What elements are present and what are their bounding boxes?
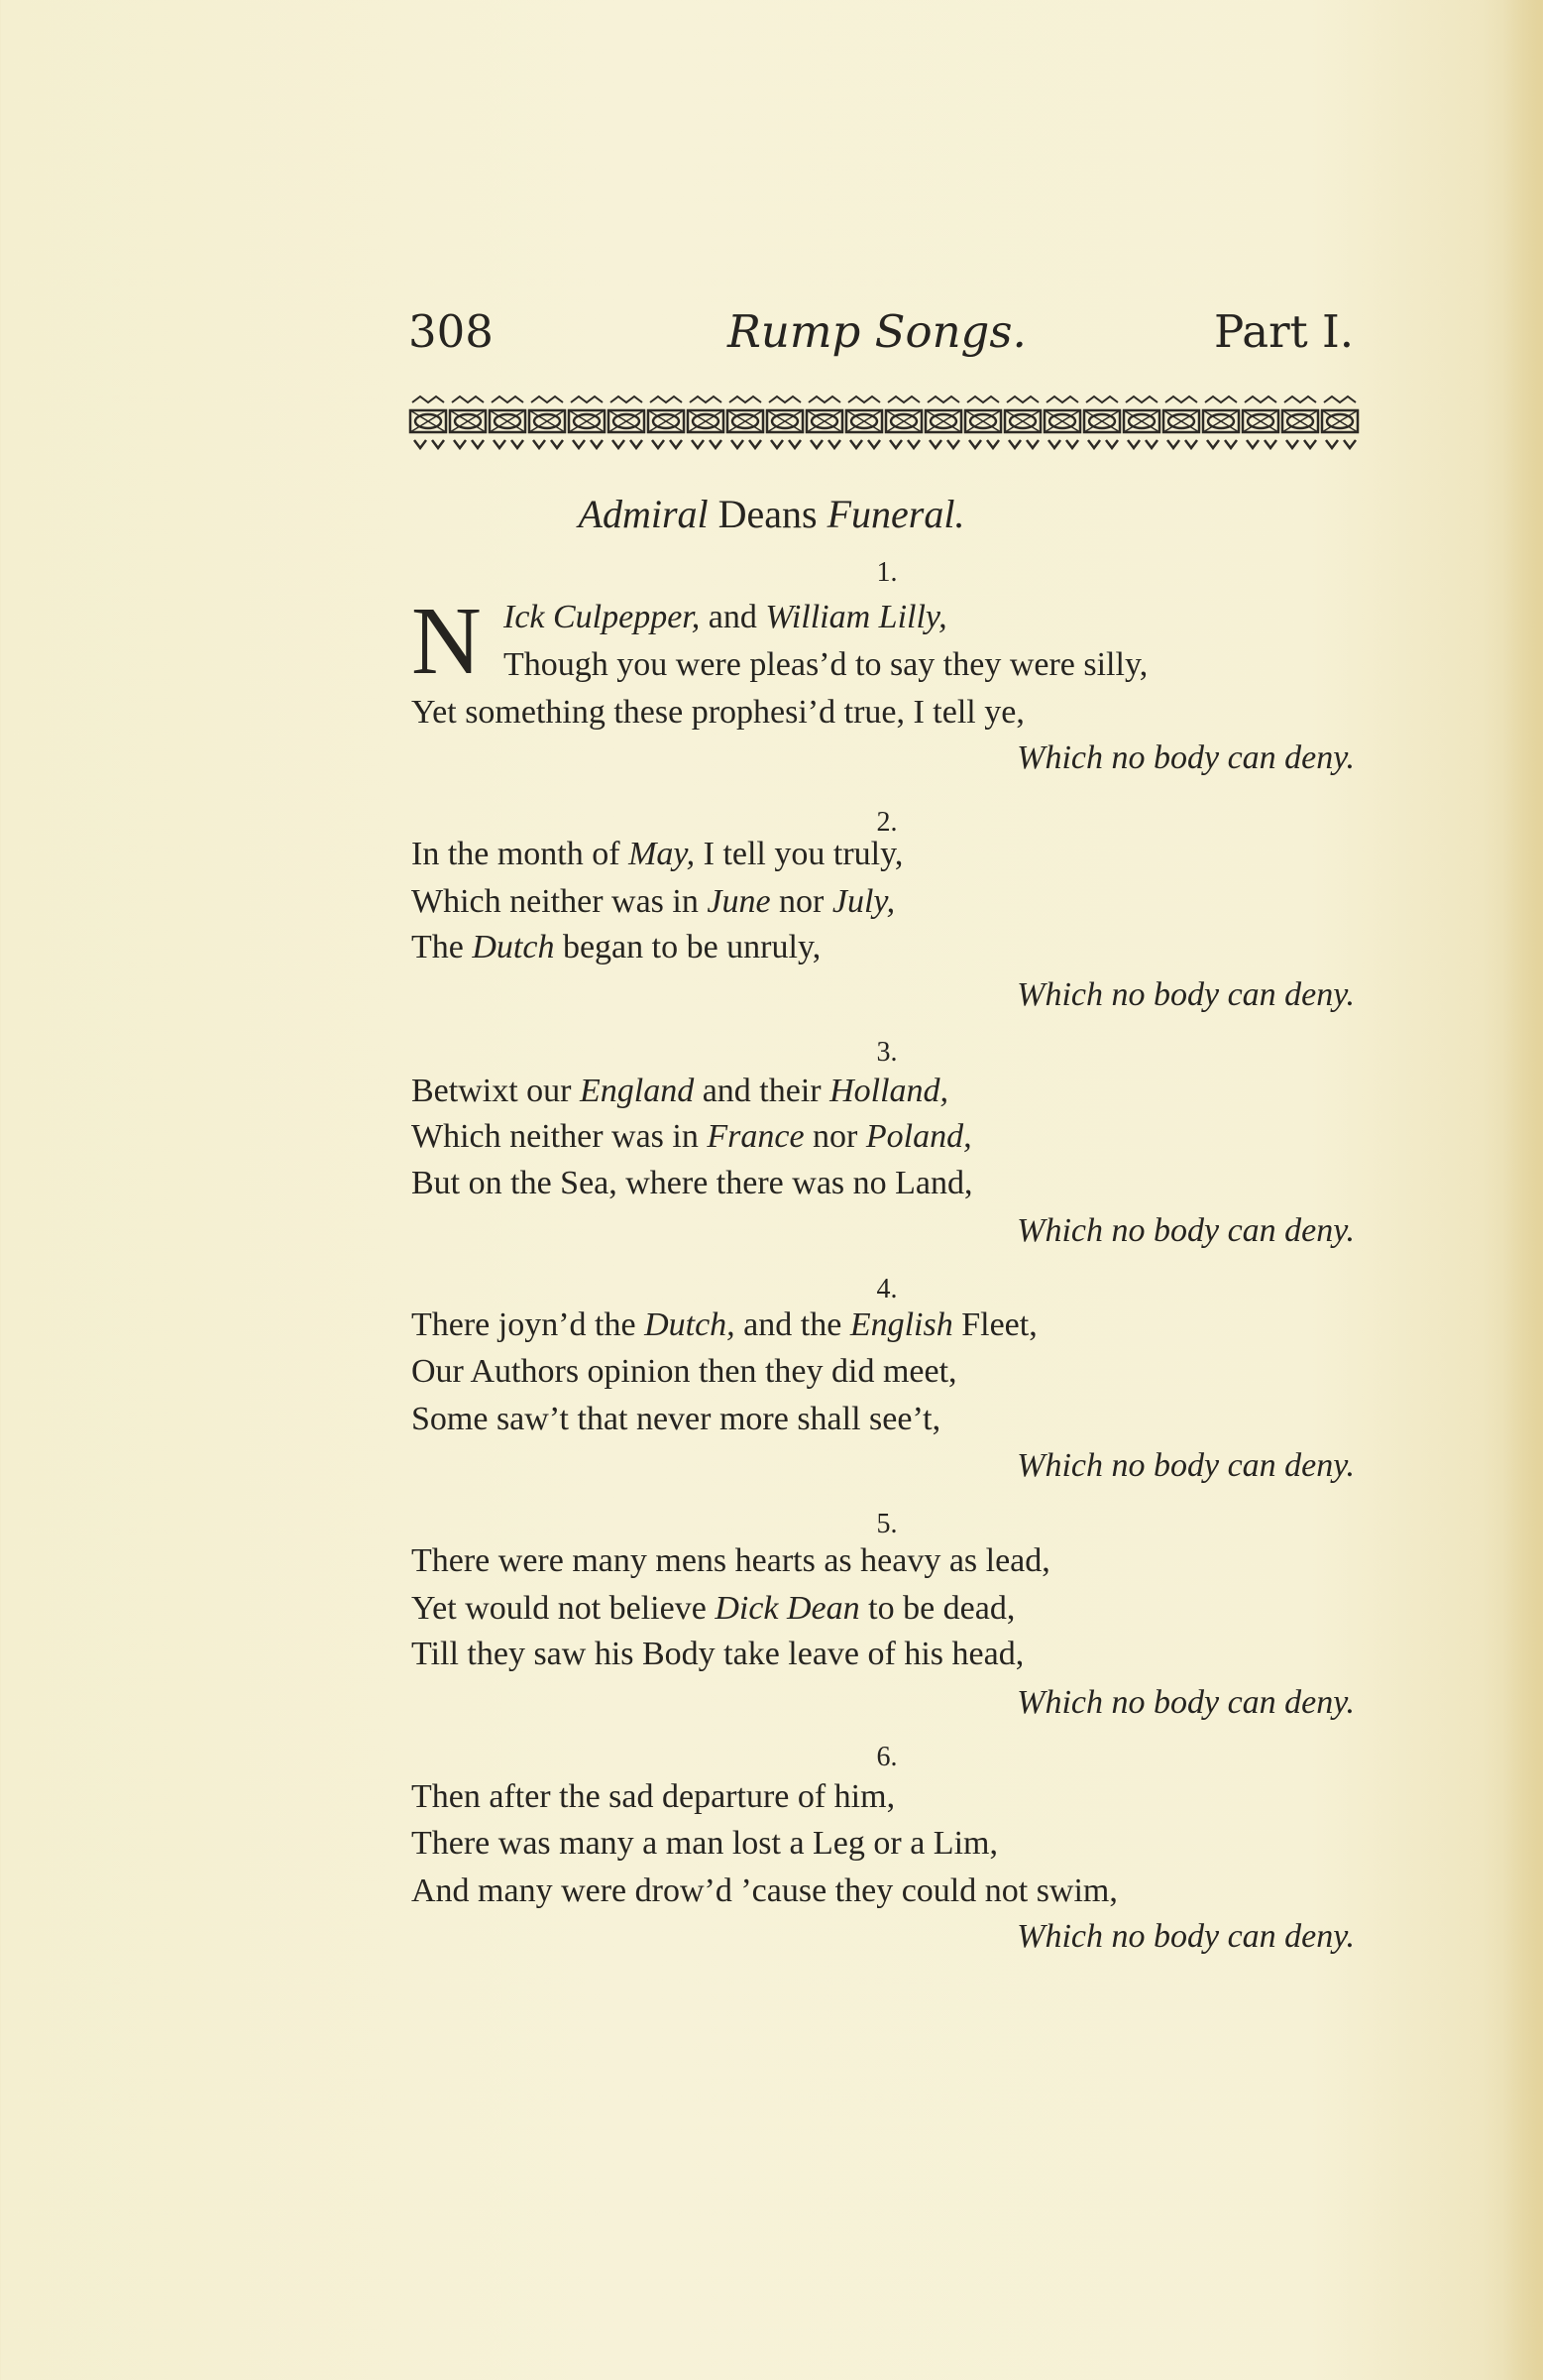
- verse-line: Yet would not believe Dick Dean to be dead,: [411, 1590, 1016, 1627]
- title-deans: Deans: [708, 492, 827, 536]
- refrain-line: Which no body can deny.: [1017, 1212, 1355, 1249]
- verse-line: Which neither was in June nor July,: [411, 883, 896, 920]
- drop-cap: N: [411, 588, 482, 695]
- stanza-number: 5.: [876, 1509, 898, 1539]
- decorative-headpiece: [408, 395, 1360, 454]
- verse-line: Till they saw his Body take leave of his head,: [411, 1636, 1025, 1672]
- verse-line: And many were drow’d ’cause they could not swim,: [411, 1872, 1118, 1909]
- verse-line: In the month of May, I tell you truly,: [411, 836, 904, 872]
- stanza-number: 1.: [876, 557, 898, 588]
- verse-line: Some saw’t that never more shall see’t,: [411, 1401, 941, 1437]
- title-italic-funeral: Funeral.: [827, 492, 965, 536]
- title-italic-admiral: Admiral: [578, 492, 709, 536]
- verse-line: There joyn’d the Dutch, and the English Fleet,: [411, 1306, 1038, 1343]
- verse-line: There were many mens hearts as heavy as lead,: [411, 1542, 1050, 1579]
- verse-line: Which neither was in France nor Poland,: [411, 1118, 972, 1155]
- part-label: Part I.: [1214, 305, 1355, 358]
- refrain-line: Which no body can deny.: [1017, 739, 1355, 776]
- verse-line: But on the Sea, where there was no Land,: [411, 1165, 973, 1201]
- refrain-line: Which no body can deny.: [1017, 976, 1355, 1013]
- verse-line: The Dutch began to be unruly,: [411, 929, 822, 965]
- verse-line: There was many a man lost a Leg or a Lim,: [411, 1825, 998, 1862]
- stanza-number: 4.: [876, 1274, 898, 1304]
- poem-title: [0, 491, 1543, 537]
- verse-line: Ick Culpepper, and William Lilly,: [503, 599, 947, 635]
- verse-line: Betwixt our England and their Holland,: [411, 1073, 949, 1109]
- refrain-line: Which no body can deny.: [1017, 1684, 1355, 1721]
- page-number: 308: [408, 305, 494, 358]
- refrain-line: Which no body can deny.: [1017, 1447, 1355, 1484]
- page-edge-shadow: [1503, 0, 1543, 2380]
- refrain-line: Which no body can deny.: [1017, 1918, 1355, 1955]
- running-title: Rump Songs.: [727, 305, 1027, 358]
- verse-line: Though you were pleas’d to say they were silly,: [503, 646, 1149, 683]
- stanza-number: 6.: [876, 1742, 898, 1772]
- verse-line: Yet something these prophesi’d true, I tell ye,: [411, 694, 1025, 731]
- stanza-number: 3.: [876, 1037, 898, 1068]
- verse-line: Then after the sad departure of him,: [411, 1778, 896, 1815]
- stanza-number: 2.: [876, 807, 898, 838]
- verse-line: Our Authors opinion then they did meet,: [411, 1353, 957, 1390]
